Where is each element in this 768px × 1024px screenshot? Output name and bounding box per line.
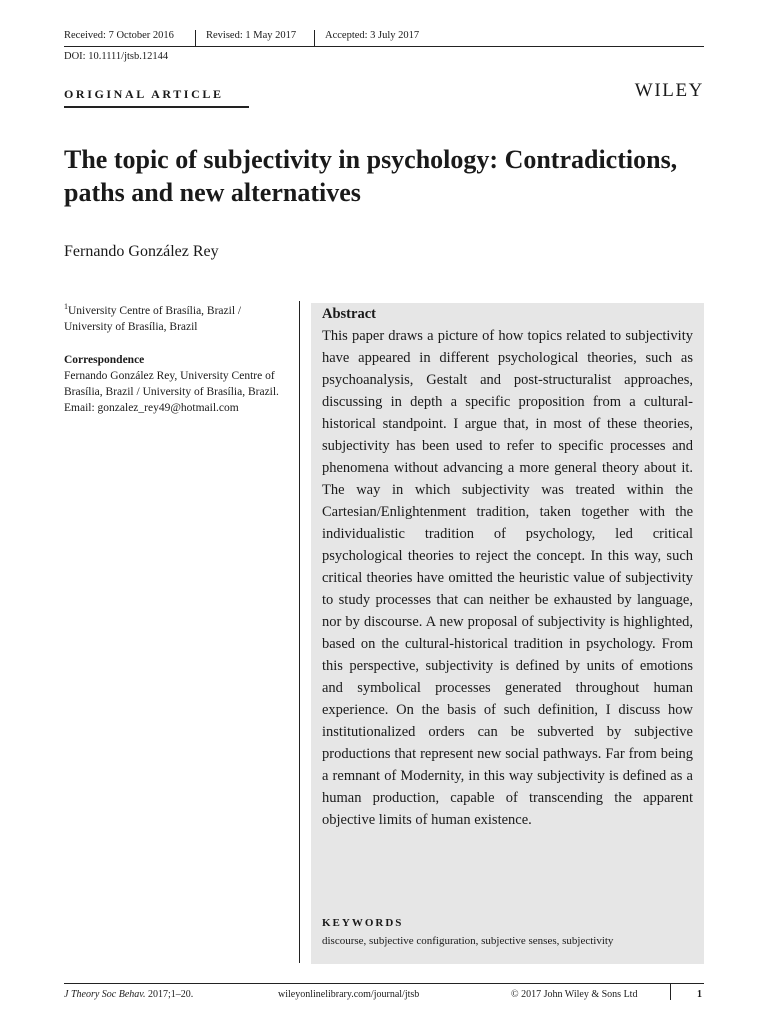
abstract-text: This paper draws a picture of how topics related to subjectivity have appeared in different psychological theories, such as psychoanalysis, Gestalt and post-structuralist approaches, discussing in depth a specific proposition from a cultural-historical standpoint. I argue that, in most of these theories, subjectivity has been used to refer to specific processes and phenomena without advancing a more general theory about it. The way in which subjectivity was treated within the Cartesian/Enlightenment tradition, taken together with the individualistic tradition of psychology, led critical psychological theories to reject the concept. In this way, such critical theories have omitted the heuristic value of subjectivity to study processes that can neither be exhausted by language, nor by discourse. A new proposal of subjectivity is highlighted, based on the cultural-historical tradition in psychology. From this perspective, subjectivity is defined by units of emotions and symbolical processes generated throughout human experience. On the basis of such definition, I discuss how institutionalized orders can be subverted by subjective productions that represent new social pathways. Far from being a remnant of Modernity, in this way subjectivity is defined as a human production, capable of transcending the apparent objective limits of human existence.	[322, 328, 693, 828]
article-type: ORIGINAL ARTICLE	[64, 87, 224, 101]
doi[interactable]: DOI: 10.1111/jtsb.12144	[64, 51, 169, 62]
publisher-logo: WILEY	[634, 80, 704, 101]
citation-details: 2017;1–20.	[145, 989, 194, 1000]
date-divider	[195, 30, 196, 46]
copyright: © 2017 John Wiley & Sons Ltd	[511, 989, 638, 1000]
journal-citation	[64, 989, 193, 1000]
footer-rule	[64, 983, 704, 984]
keywords-heading: KEYWORDS	[322, 917, 404, 929]
affiliation-text: University Centre of Brasília, Brazil / University of Brasília, Brazil	[64, 304, 242, 333]
date-divider	[314, 30, 315, 46]
received-date: Received: 7 October 2016	[64, 30, 174, 41]
abstract-heading: Abstract	[322, 306, 376, 322]
correspondence-email[interactable]: Email: gonzalez_rey49@hotmail.com	[64, 401, 239, 414]
column-divider	[299, 301, 300, 963]
correspondence-text: Fernando González Rey, University Centre of Brasília, Brazil / University of Brasília, Brazil.	[64, 369, 279, 398]
journal-name: J Theory Soc Behav.	[64, 989, 146, 1000]
revised-date: Revised: 1 May 2017	[206, 30, 297, 41]
article-type-underline	[64, 106, 249, 108]
correspondence-heading: Correspondence	[64, 353, 145, 366]
keywords-text: discourse, subjective configuration, subjective senses, subjectivity	[322, 935, 614, 947]
author-info	[64, 299, 286, 416]
journal-url[interactable]: wileyonlinelibrary.com/journal/jtsb	[278, 989, 420, 1000]
affiliation	[64, 299, 286, 335]
accepted-date: Accepted: 3 July 2017	[325, 30, 420, 41]
article-title: The topic of subjectivity in psychology: Contradictions, paths and new alternatives	[64, 145, 678, 207]
footer-divider	[670, 984, 671, 1000]
affiliation-marker: 1	[64, 302, 68, 311]
page-number: 1	[697, 989, 702, 1000]
header-rule	[64, 46, 704, 47]
author-name: Fernando González Rey	[64, 243, 219, 260]
